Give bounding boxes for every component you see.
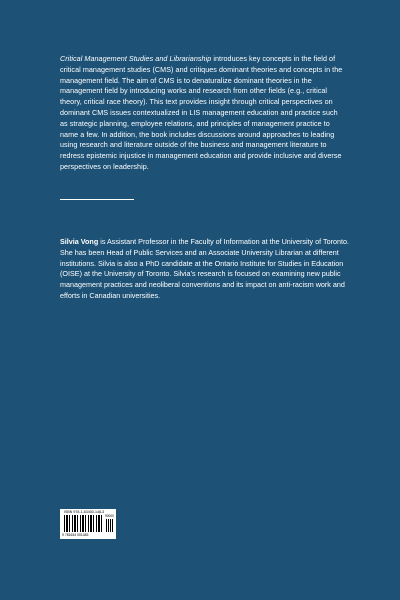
author-name: Silvia Vong <box>60 237 99 246</box>
book-description-text: introduces key concepts in the field of critical management studies (CMS) and critiques dominant theories and concepts in the management field. The aim of CMS is to denaturalize dominant theories in the management field by introducing works and research from other fields (e.g., critical theory, critical race theory). This text provides insight through critical perspectives on dominant CMS issues contextualized in LIS management education and practice such as strategic planning, employee relations, and principles of management practice to name a few. In addition, the book includes discussions around approaches to leading using research and literature outside of the business and management literature to redress epistemic injustice in management education and provide inclusive and diverse perspectives on leadership. <box>60 54 343 171</box>
isbn-text: ISBN 978-1-63400-148-3 <box>64 510 105 514</box>
barcode-bars <box>64 515 104 532</box>
isbn-barcode <box>60 509 116 539</box>
price-addon-digits: 90000 <box>105 514 114 518</box>
author-bio <box>60 237 350 302</box>
ean-digits: 9 781634 001483 <box>62 533 89 537</box>
author-bio-text: is Assistant Professor in the Faculty of Information at the University of Toronto. She has been Head of Public Services and an Associate University Librarian at different institutions. Silvia is also a PhD candidate at the Ontario Institute for Studies in Education (OISE) at the University of Toronto. Silvia’s research is focused on examining new public management practices and neoliberal conventions and its impact on anti-racism work and efforts in Canadian universities. <box>60 237 349 300</box>
section-divider <box>60 199 134 200</box>
book-title-italic: Critical Management Studies and Librarianship <box>60 54 212 63</box>
book-description <box>60 54 346 173</box>
price-addon-bars <box>106 519 113 532</box>
